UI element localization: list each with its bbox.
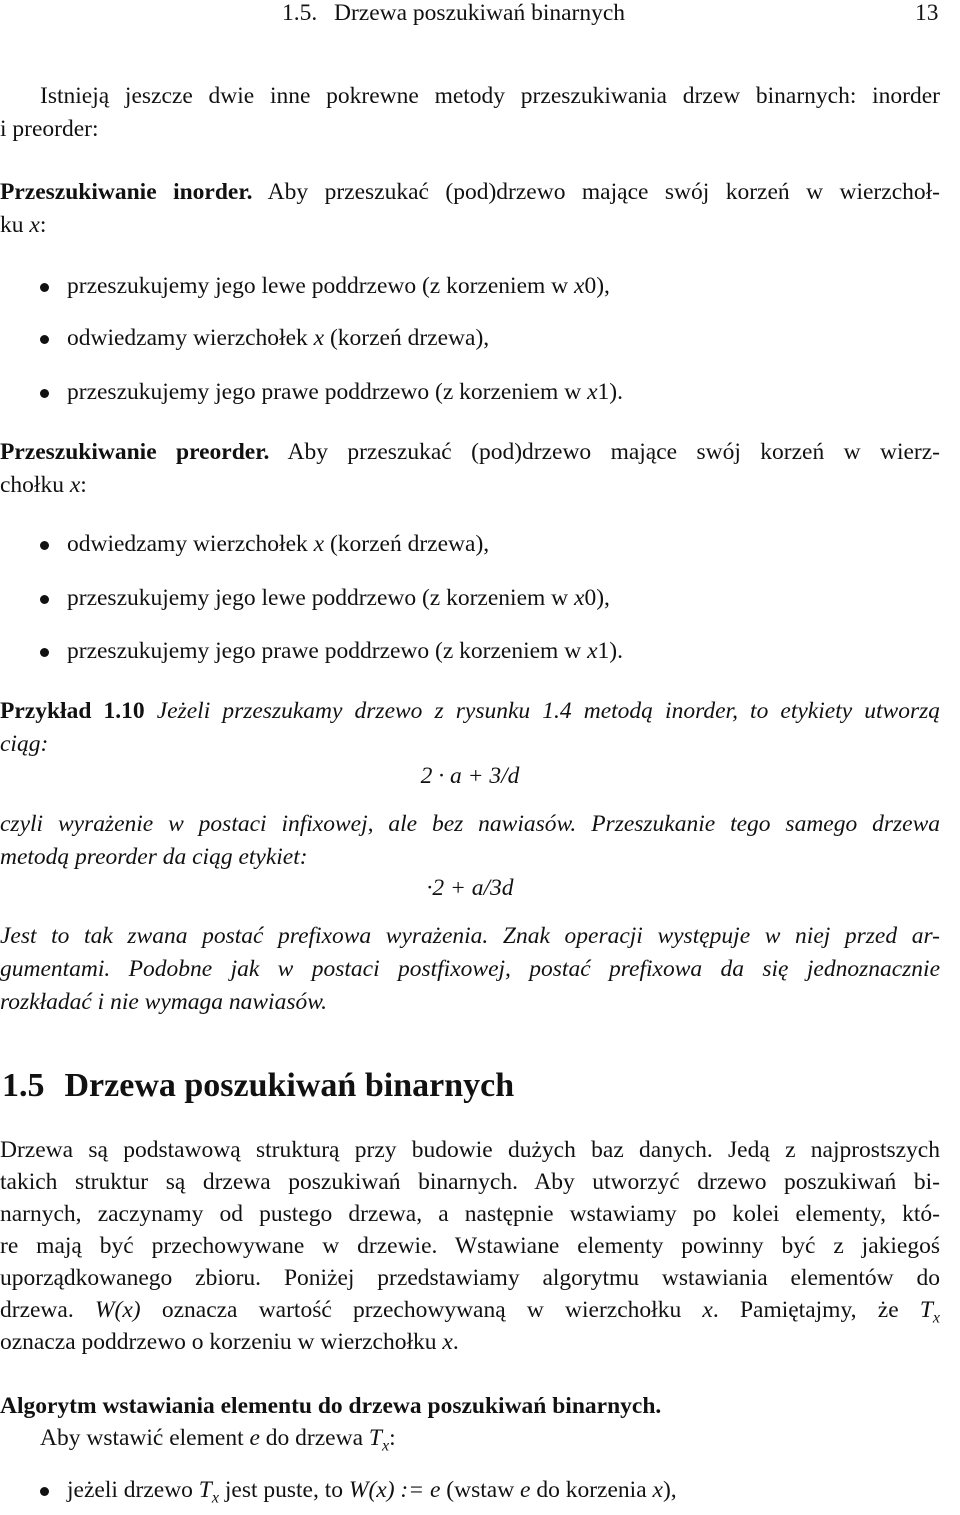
section-text: . Pamiętajmy, że [712, 1297, 899, 1323]
section-number: 1.5 [2, 1067, 45, 1104]
preorder-text: Aby przeszukać (pod)drzewo mające swój korzeń w wierz- [287, 439, 940, 465]
math-var-e: e [249, 1425, 260, 1451]
math-var-x: x [69, 472, 81, 498]
algorithm-text: Aby wstawić element [40, 1425, 244, 1451]
item-text-end: (korzeń drzewa), [329, 531, 490, 557]
math-var-x: x [652, 1477, 663, 1503]
algorithm-intro [0, 1422, 940, 1463]
math-subscript-x: x [211, 1489, 219, 1507]
inorder-text-2: ku [0, 212, 24, 238]
inorder-text: Aby przeszukać (pod)drzewo mające swój korzeń w wierzchoł- [267, 179, 940, 205]
section-line-1: Drzewa są podstawową strukturą przy budowie dużych baz danych. Jedą z najprostszych [0, 1137, 940, 1163]
section-line-2: takich struktur są drzewa poszukiwań binarnych. Aby utworzyć drzewo poszukiwań bi- [0, 1169, 940, 1195]
example-text: Jeżeli przeszukamy drzewo z rysunku 1.4 metodą inorder, to etykiety utworzą [156, 698, 941, 724]
math-var-x: x [313, 325, 325, 351]
math-num: 0 [584, 273, 597, 299]
running-header-title: Drzewa poszukiwań binarnych [334, 0, 626, 26]
inorder-colon: : [39, 212, 47, 238]
example-para2-line-1: czyli wyrażenie w postaci infixowej, ale bez nawiasów. Przeszukanie tego samego drzewa [0, 811, 940, 837]
math-var-x: x [587, 638, 598, 664]
formula-prefix: ·2 + a/3d [426, 875, 514, 901]
intro-line-2: i preorder: [0, 116, 99, 142]
math-T: T [919, 1297, 933, 1323]
math-var-x: x [574, 585, 585, 611]
math-subscript-x: x [381, 1437, 390, 1455]
math-var-x: x [313, 531, 325, 557]
example-para2-line-2: metodą preorder da ciąg etykiet: [0, 844, 308, 870]
section-line-3: narnych, zaczynamy od pustego drzewa, a następnie wstawiamy po kolei elementy, któ- [0, 1201, 940, 1227]
math-num: 1 [597, 638, 610, 664]
bullet-icon [40, 648, 49, 657]
item-text: odwiedzamy wierzchołek [67, 531, 308, 557]
math-subscript-x: x [932, 1309, 941, 1327]
example-line-2: ciąg: [0, 731, 49, 757]
algorithm-heading: Algorytm wstawiania elementu do drzewa poszukiwań binarnych. [0, 1393, 662, 1419]
item-text: przeszukujemy jego prawe poddrzewo (z korzeniem w [67, 379, 582, 405]
section-line-4: re mają być przechowywane w drzewie. Wstawiane elementy powinny być z jakiegoś [0, 1233, 940, 1259]
item-text: (wstaw [446, 1477, 515, 1503]
algorithm-text: do drzewa [265, 1425, 364, 1451]
math-var-x: x [702, 1297, 713, 1323]
math-W-of-x: W(x) [94, 1297, 141, 1323]
preorder-colon: : [80, 472, 87, 498]
running-header-section-number: 1.5. [282, 0, 318, 26]
bullet-icon [40, 335, 49, 344]
bullet-icon [40, 389, 49, 398]
preorder-paragraph-line-1 [0, 436, 940, 469]
item-text: ), [662, 1477, 677, 1503]
item-text: odwiedzamy wierzchołek [67, 325, 308, 351]
algorithm-text: : [389, 1425, 396, 1451]
item-text: do korzenia [536, 1477, 647, 1503]
item-text: przeszukujemy jego lewe poddrzewo (z korzeniem w [67, 585, 569, 611]
math-var-x: x [574, 273, 585, 299]
preorder-paragraph-line-2 [0, 469, 940, 502]
item-text: jest puste, to [224, 1477, 344, 1503]
math-var-x: x [29, 212, 40, 238]
section-line-7 [0, 1326, 940, 1359]
section-text: oznacza poddrzewo o korzeniu w wierzchołku [0, 1329, 437, 1355]
math-num: 0 [584, 585, 597, 611]
section-text: drzewa. [0, 1297, 74, 1323]
item-text-end: ). [609, 638, 623, 664]
math-var-x: x [587, 379, 598, 405]
item-text: przeszukujemy jego prawe poddrzewo (z korzeniem w [67, 638, 582, 664]
item-text: jeżeli drzewo [67, 1477, 193, 1503]
example-para3-line-1: Jest to tak zwana postać prefixowa wyrażenia. Znak operacji występuje w niej przed ar- [0, 923, 940, 949]
item-text-end: ), [596, 273, 610, 299]
math-var-x: x [442, 1329, 453, 1355]
example-para3-line-3: rozkładać i nie wymaga nawiasów. [0, 989, 328, 1015]
section-heading [2, 1064, 514, 1108]
section-line-5: uporządkowanego zbioru. Poniżej przedstawiamy algorytmu wstawiania elementów do [0, 1265, 940, 1291]
page-number: 13 [915, 0, 939, 26]
math-T: T [368, 1425, 382, 1451]
section-text: . [452, 1329, 459, 1355]
bullet-icon [40, 595, 49, 604]
example-label: Przykład 1.10 [0, 698, 145, 724]
math-num: 1 [597, 379, 610, 405]
section-title: Drzewa poszukiwań binarnych [64, 1067, 515, 1104]
inorder-paragraph-line-1 [0, 176, 940, 209]
formula-infix: 2 · a + 3/d [420, 763, 520, 789]
math-assignment: W(x) := e [348, 1477, 441, 1503]
item-text-end: (korzeń drzewa), [329, 325, 490, 351]
math-T: T [198, 1477, 212, 1503]
item-text: przeszukujemy jego lewe poddrzewo (z korzeniem w [67, 273, 569, 299]
example-line-1 [0, 695, 940, 728]
inorder-heading: Przeszukiwanie inorder. [0, 179, 253, 205]
bullet-icon [40, 1487, 49, 1496]
bullet-icon [40, 541, 49, 550]
intro-line-1: Istnieją jeszcze dwie inne pokrewne metody przeszukiwania drzew binarnych: inorder [40, 83, 940, 109]
preorder-heading: Przeszukiwanie preorder. [0, 439, 270, 465]
item-text-end: ). [609, 379, 623, 405]
example-para3-line-2: gumentami. Podobne jak w postaci postfixowej, postać prefixowa da się jednoznacznie [0, 956, 940, 982]
math-var-e: e [520, 1477, 531, 1503]
section-text: oznacza wartość przechowywaną w wierzchołku [161, 1297, 682, 1323]
preorder-text-2: chołku [0, 472, 64, 498]
item-text-end: ), [596, 585, 610, 611]
bullet-icon [40, 283, 49, 292]
inorder-paragraph-line-2 [0, 209, 940, 242]
